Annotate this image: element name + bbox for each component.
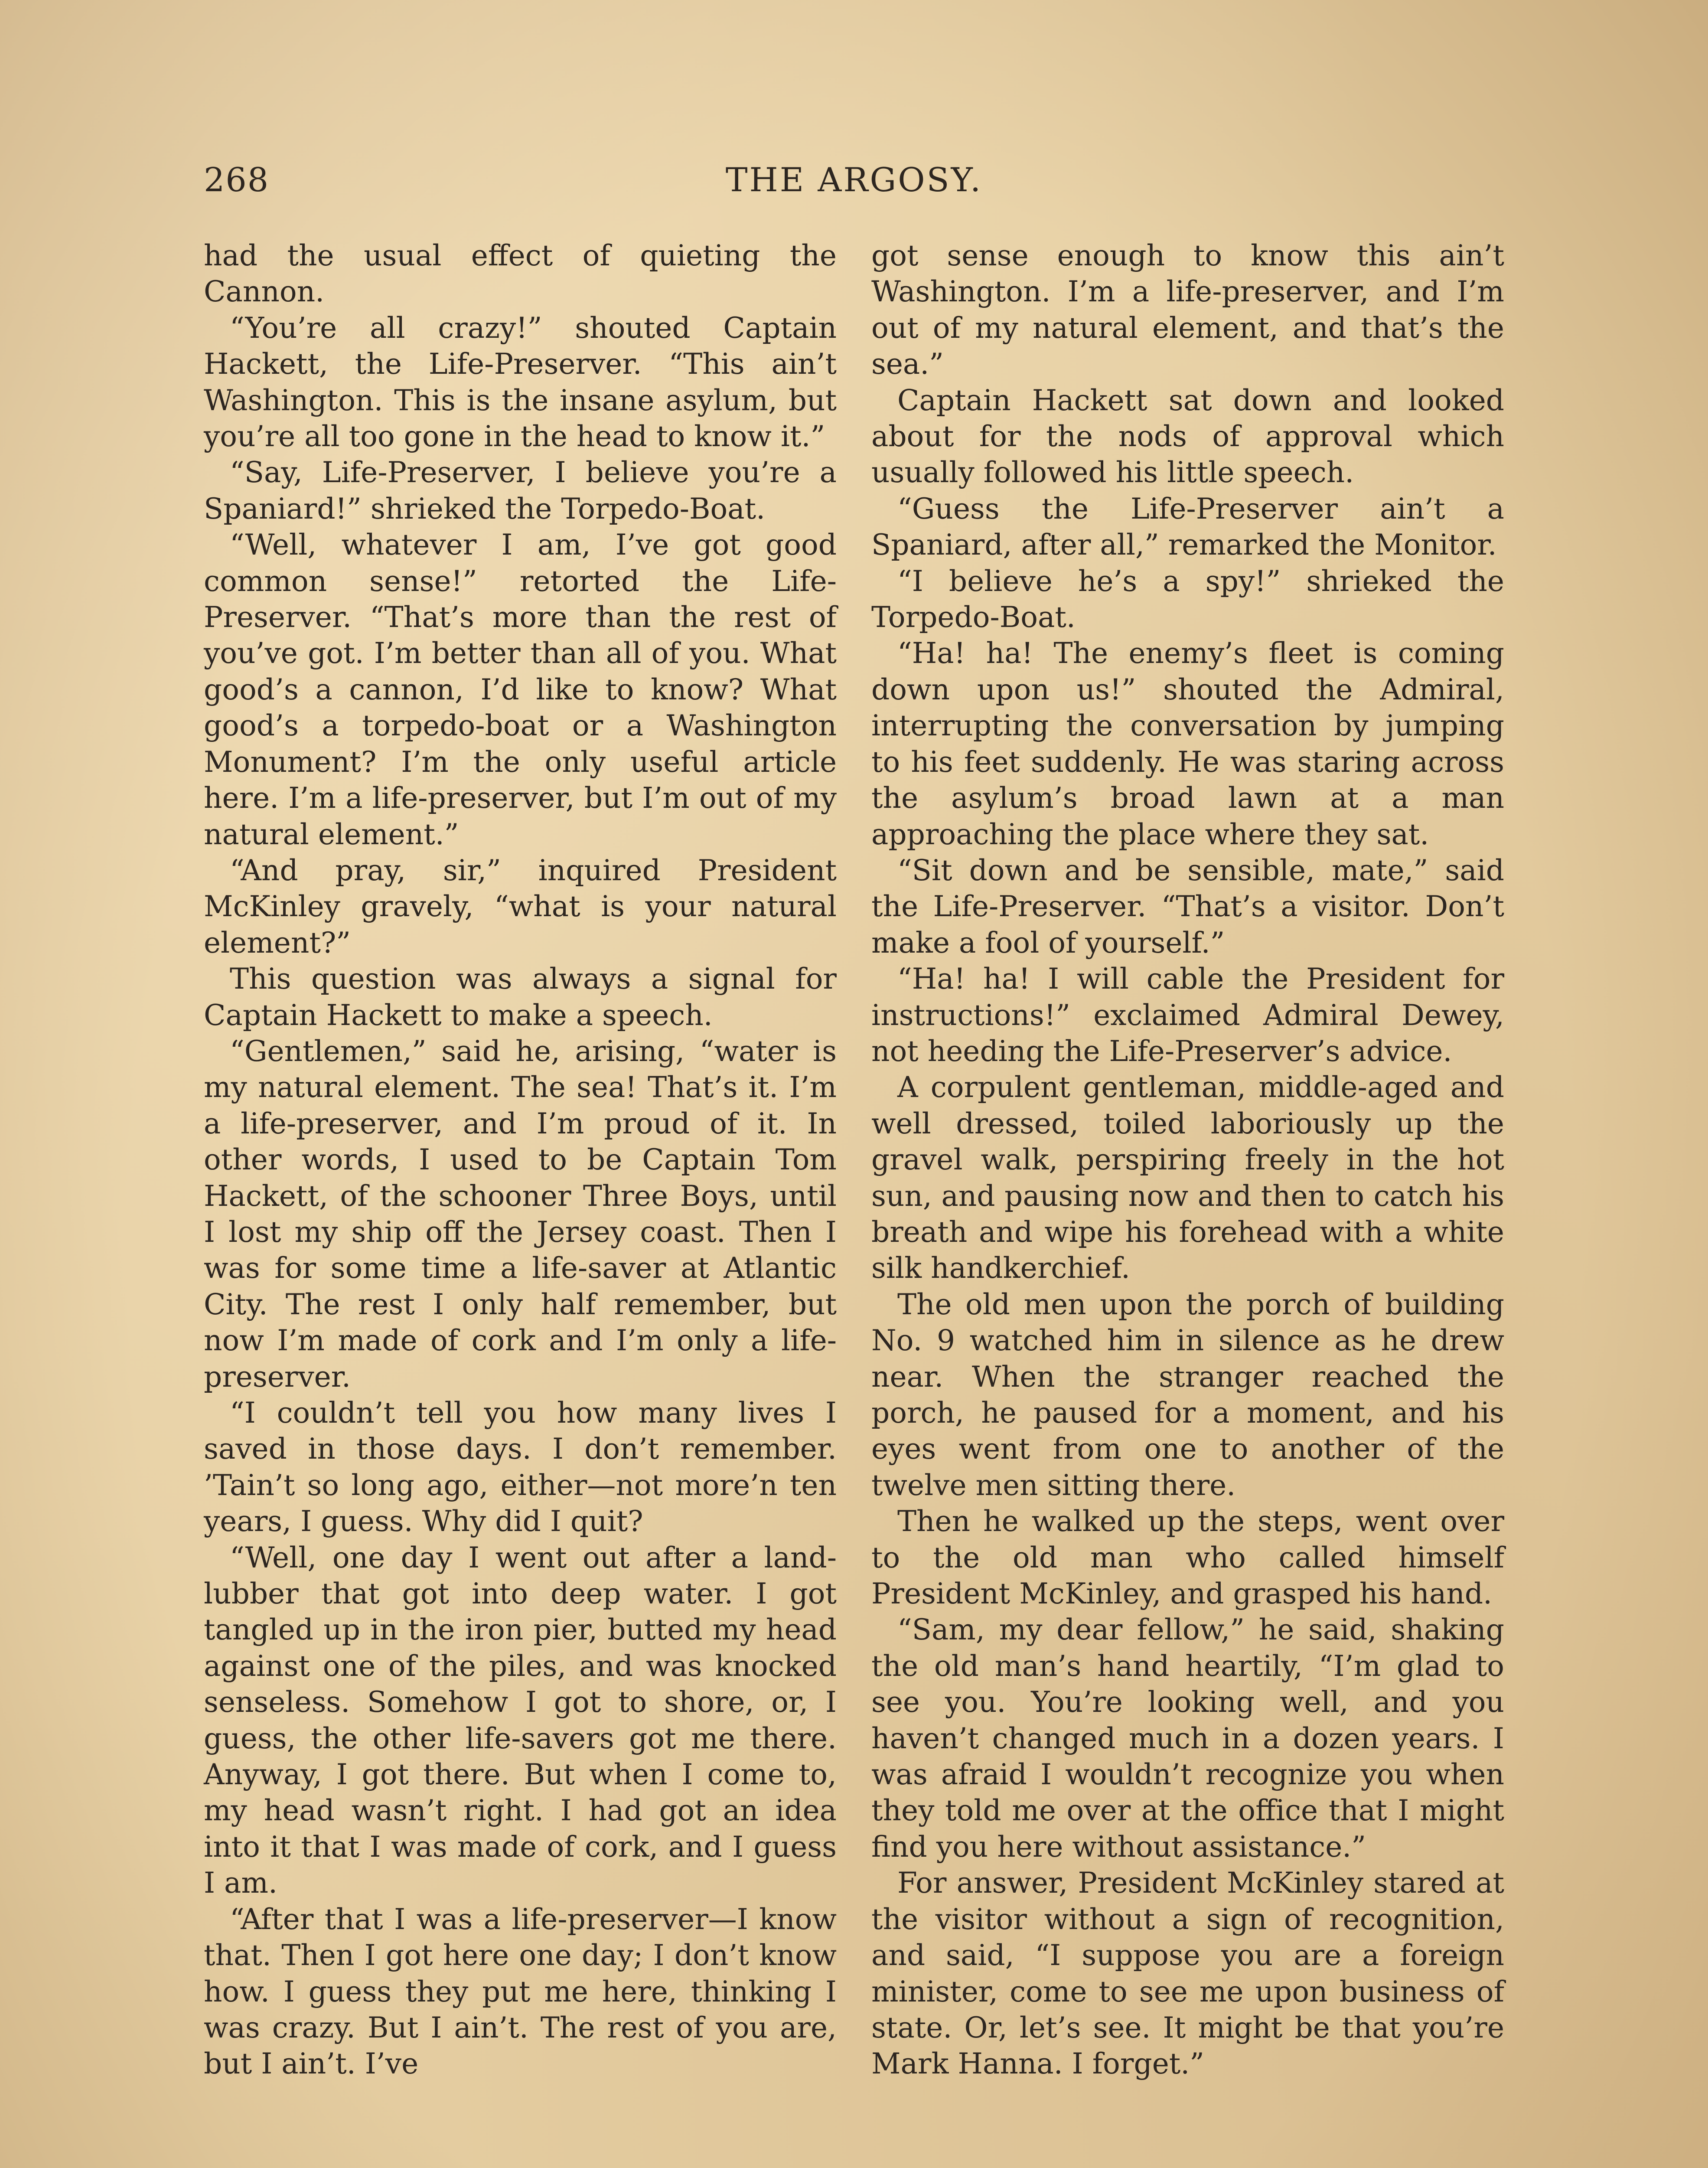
paragraph: A corpulent gentleman, middle-aged and well dressed, toiled laboriously up the gravel walk, perspiring freely in the hot sun, and pausing now and then to catch his breath and wipe his forehead with a white silk handkerchief. — [871, 1071, 1504, 1285]
paragraph: “Guess the Life-Preserver ain’t a Spaniard, after all,” remarked the Monitor. — [871, 492, 1504, 562]
paragraph: “I believe he’s a spy!” shrieked the Torpedo-Boat. — [871, 564, 1504, 634]
paragraph: Captain Hackett sat down and looked about for the nods of approval which usually followed his little speech. — [871, 383, 1504, 490]
paragraph: “Sit down and be sensible, mate,” said the Life-Preserver. “That’s a visitor. Don’t make a fool of yourself.” — [871, 853, 1504, 960]
page-number: 268 — [204, 160, 270, 199]
paragraph: “And pray, sir,” inquired President McKinley gravely, “what is your natural element?” — [204, 853, 837, 960]
paragraph: For answer, President McKinley stared at the visitor without a sign of recognition, and said, “I suppose you are a foreign minister, come to see me upon business of state. Or, let’s see. It might be that you’re Mark Hanna. I forget.” — [871, 1866, 1504, 2081]
paragraph: “Say, Life-Preserver, I believe you’re a Spaniard!” shrieked the Torpedo-Boat. — [204, 456, 837, 526]
paragraph: “Sam, my dear fellow,” he said, shaking the old man’s hand heartily, “I’m glad to see you. You’re looking well, and you haven’t changed much in a dozen years. I was afraid I wouldn’t recognize you when they told me over at the office that I might find you here without assistance.” — [871, 1613, 1504, 1864]
paragraph: “You’re all crazy!” shouted Captain Hackett, the Life-Preserver. “This ain’t Washington. This is the insane asylum, but you’re all too gone in the head to know it.” — [204, 311, 837, 454]
paragraph: This question was always a signal for Captain Hackett to make a speech. — [204, 962, 837, 1032]
right-column — [871, 238, 1504, 2082]
left-column — [204, 238, 837, 2082]
paragraph: “After that I was a life-preserver—I know that. Then I got here one day; I don’t know how. I guess they put me here, thinking I was crazy. But I ain’t. The rest of you are, but I ain’t. I’ve — [204, 1902, 837, 2081]
paragraph: had the usual effect of quieting the Cannon. — [204, 239, 837, 309]
paragraph: “I couldn’t tell you how many lives I saved in those days. I don’t remember. ’Tain’t so long ago, either—not more’n ten years, I guess. Why did I quit? — [204, 1396, 837, 1538]
paragraph: “Well, one day I went out after a land-lubber that got into deep water. I got tangled up in the iron pier, butted my head against one of the piles, and was knocked senseless. Somehow I got to shore, or, I guess, the other life-savers got me there. Anyway, I got there. But when I come to, my head wasn’t right. I had got an idea into it that I was made of cork, and I guess I am. — [204, 1541, 837, 1900]
paragraph: Then he walked up the steps, went over to the old man who called himself President McKinley, and grasped his hand. — [871, 1505, 1504, 1611]
paragraph: The old men upon the porch of building No. 9 watched him in silence as he drew near. When the stranger reached the porch, he paused for a moment, and his eyes went from one to another of the twelve men sitting there. — [871, 1287, 1504, 1502]
paragraph: “Ha! ha! The enemy’s fleet is coming down upon us!” shouted the Admiral, interrupting the conversation by jumping to his feet suddenly. He was staring across the asylum’s broad lawn at a man approaching the place where they sat. — [871, 637, 1504, 851]
page-header — [204, 160, 1504, 212]
paragraph: “Well, whatever I am, I’ve got good common sense!” retorted the Life-Preserver. “That’s more than the rest of you’ve got. I’m better than all of you. What good’s a cannon, I’d like to know? What good’s a torpedo-boat or a Washington Monument? I’m the only useful article here. I’m a life-preserver, but I’m out of my natural element.” — [204, 528, 837, 851]
paragraph: got sense enough to know this ain’t Washington. I’m a life-preserver, and I’m out of my natural element, and that’s the sea.” — [871, 239, 1504, 381]
paragraph: “Gentlemen,” said he, arising, “water is my natural element. The sea! That’s it. I’m a life-preserver, and I’m proud of it. In other words, I used to be Captain Tom Hackett, of the schooner Three Boys, until I lost my ship off the Jersey coast. Then I was for some time a life-saver at Atlantic City. The rest I only half remember, but now I’m made of cork and I’m only a life-preserver. — [204, 1034, 837, 1394]
paragraph: “Ha! ha! I will cable the President for instructions!” exclaimed Admiral Dewey, not heeding the Life-Preserver’s advice. — [871, 962, 1504, 1068]
running-title: THE ARGOSY. — [725, 160, 983, 199]
